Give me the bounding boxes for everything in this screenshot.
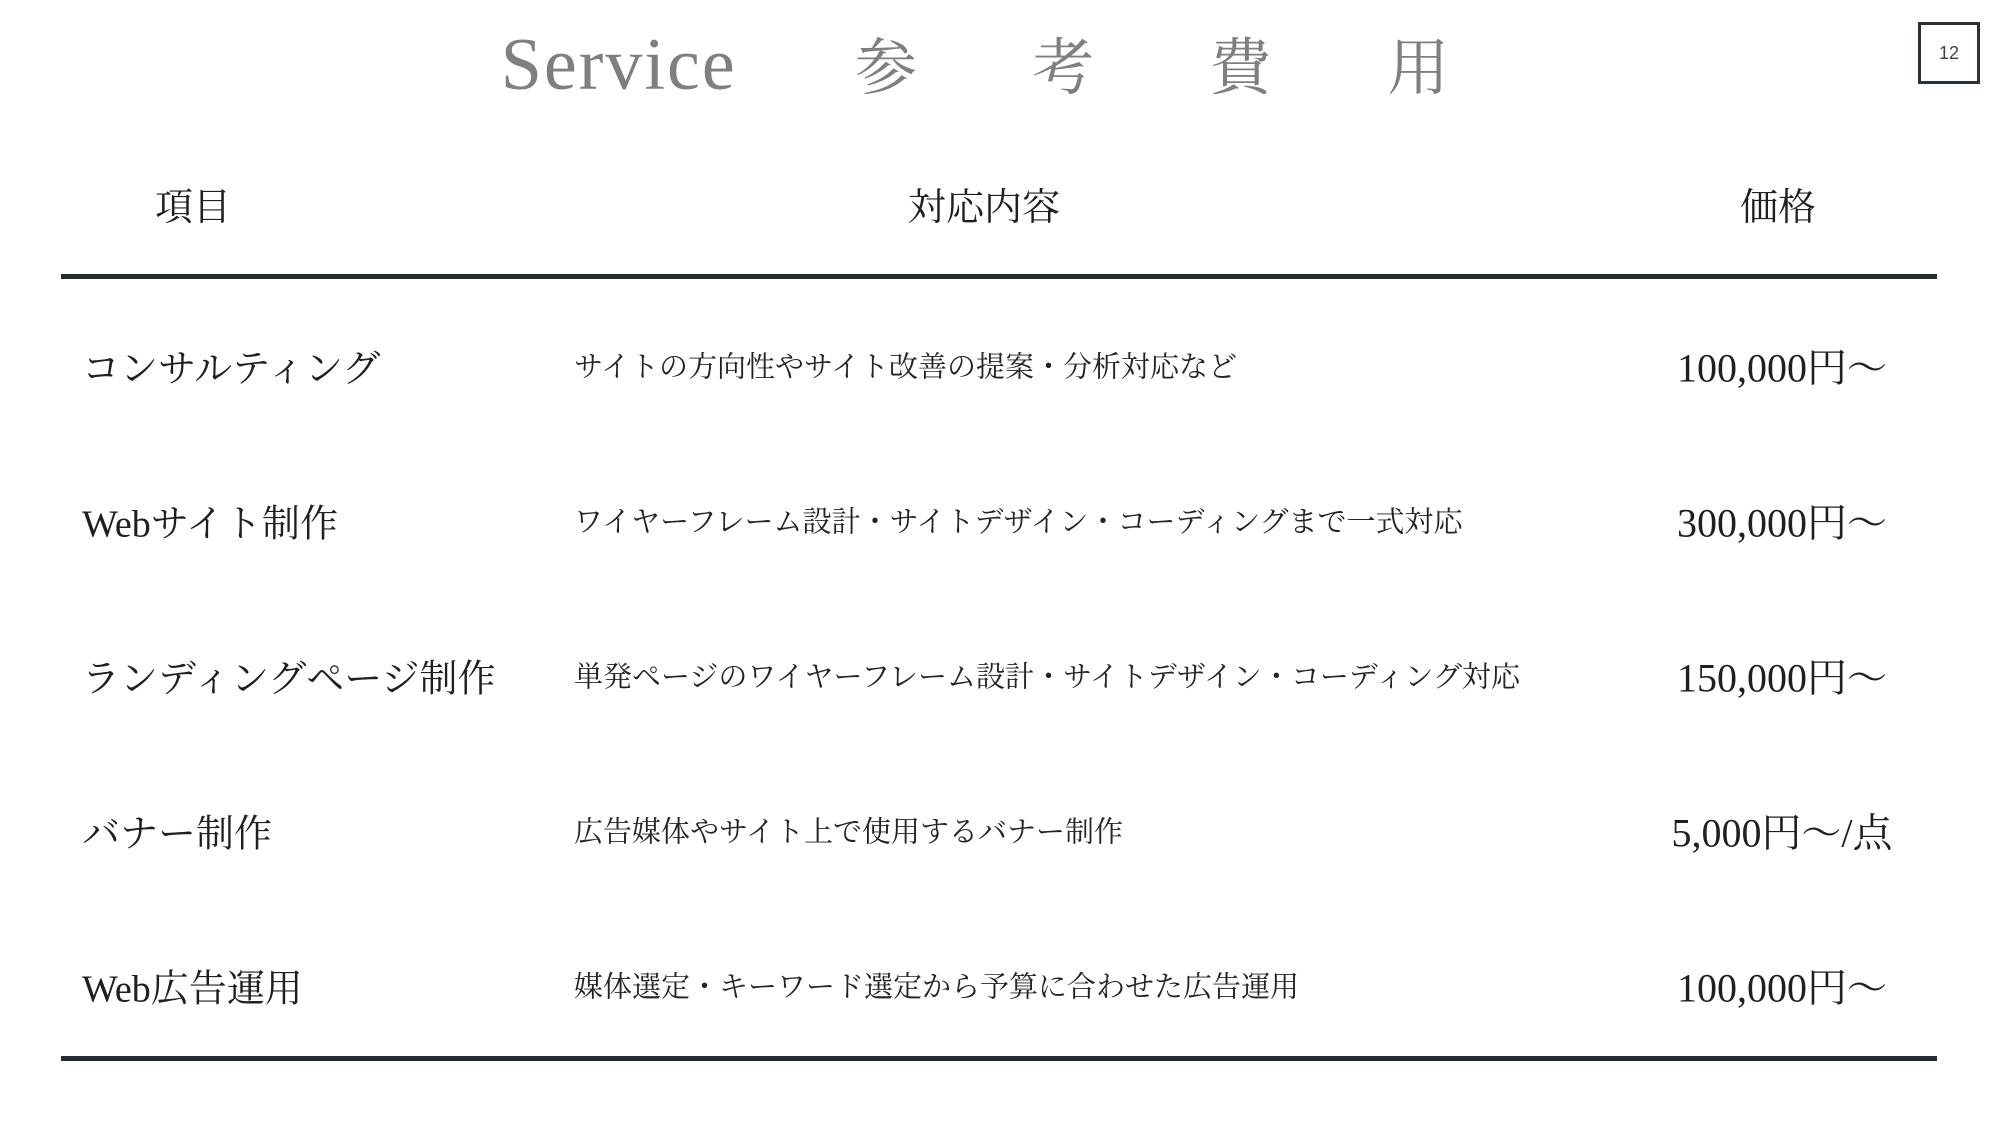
table-row xyxy=(0,643,2000,707)
row-item-label: ランディングページ制作 xyxy=(82,658,496,701)
page-title-ja: 参 考 費 用 xyxy=(854,35,1500,103)
row-price: 300,000円〜 xyxy=(1677,500,1887,546)
row-price: 150,000円〜 xyxy=(1677,655,1887,701)
header-rule xyxy=(61,274,1937,279)
column-header-price: 価格 xyxy=(1739,187,1817,229)
table-row xyxy=(0,798,2000,862)
table-row xyxy=(0,488,2000,552)
row-content: 広告媒体やサイト上で使用するバナー制作 xyxy=(574,816,1123,849)
row-item-label: バナー制作 xyxy=(82,813,273,856)
footer-rule xyxy=(61,1056,1937,1061)
row-item-label: Webサイト制作 xyxy=(82,503,339,546)
row-price: 100,000円〜 xyxy=(1677,965,1887,1011)
row-item-label: コンサルティング xyxy=(82,348,381,391)
row-content: サイトの方向性やサイト改善の提案・分析対応など xyxy=(574,351,1237,384)
column-header-content: 対応内容 xyxy=(907,187,1061,229)
row-price: 5,000円〜/点 xyxy=(1671,810,1893,856)
column-header-item: 項目 xyxy=(155,187,232,229)
page-title xyxy=(0,18,2000,108)
row-item-label: Web広告運用 xyxy=(82,968,303,1011)
table-row xyxy=(0,333,2000,397)
row-content: 媒体選定・キーワード選定から予算に合わせた広告運用 xyxy=(574,971,1300,1004)
row-content: 単発ページのワイヤーフレーム設計・サイトデザイン・コーディング対応 xyxy=(574,661,1520,694)
row-content: ワイヤーフレーム設計・サイトデザイン・コーディングまで一式対応 xyxy=(574,506,1463,539)
page-number-box xyxy=(1918,22,1980,84)
table-row xyxy=(0,953,2000,1017)
row-price: 100,000円〜 xyxy=(1677,345,1887,391)
page-number: 12 xyxy=(1938,42,1960,63)
page-title-en: Service xyxy=(500,24,737,106)
